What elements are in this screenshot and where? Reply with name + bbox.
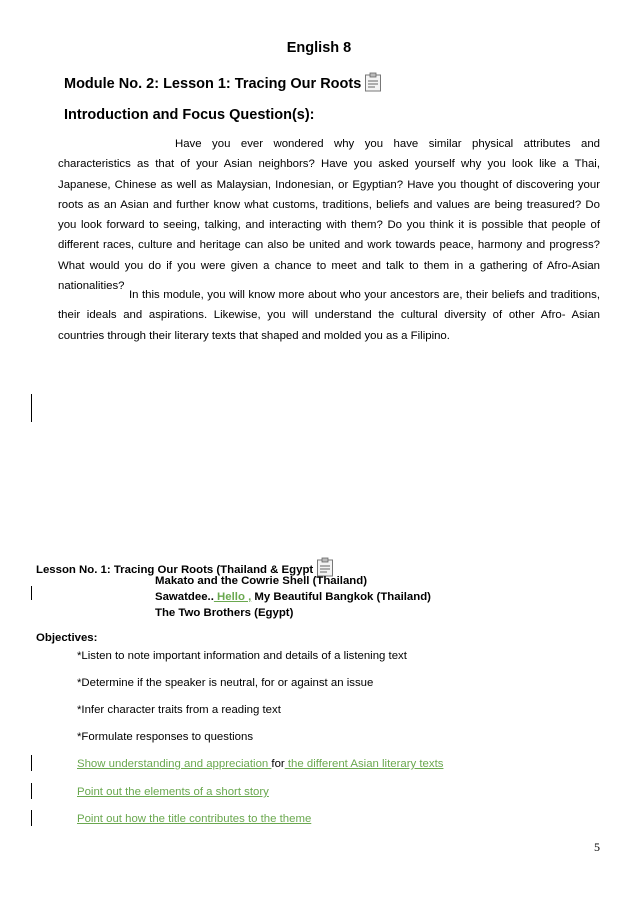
change-bar	[31, 755, 32, 771]
module-overview-text: In this module, you will know more about who your ancestors are, their beliefs and traditions, their ideals and aspirations. Likewise, you will understand the cultural diversity of other Afro- Asian countries through their literary texts that shaped and molded you as a Filipino.	[58, 289, 600, 342]
document-title: English 8	[286, 40, 352, 56]
change-bar	[31, 586, 32, 600]
module-heading-text: Module No. 2: Lesson 1: Tracing Our Roots	[64, 76, 362, 92]
objective-link-title-theme[interactable]: Point out how the title contributes to the theme	[77, 813, 312, 825]
lesson-text-makato: Makato and the Cowrie Shell (Thailand)	[155, 575, 368, 587]
change-bar	[31, 394, 32, 422]
objective-link-literary-texts[interactable]: the different Asian literary texts	[284, 758, 444, 770]
intro-heading: Introduction and Focus Question(s):	[64, 107, 315, 123]
intro-paragraph-text: Have you ever wondered why you have similar physical attributes and characteristics as that of your Asian neighbors? Have you asked yourself why you look like a Thai, Japanese, Chinese as well as Malaysian, Indonesian, or Egyptian? Have you thought of discovering your roots as an Asian and further know what customs, traditions, beliefs and values are being treasured? Do you look forward to seeing, talking, and interacting with them? Do you think it is possible that people of different races, culture and heritage can also be united and work towards peace, harmony and progress? What would you do if you were given a chance to meet and talk to them in a gathering of Afro-Asian nationalities?	[58, 138, 600, 293]
objective-link-short-story[interactable]: Point out the elements of a short story	[77, 786, 269, 798]
lesson-heading-text: Lesson No. 1: Tracing Our Roots (Thailand & Egypt	[36, 564, 314, 576]
objective-item: *Listen to note important information and details of a listening text	[77, 650, 407, 662]
clipboard-note-icon[interactable]	[316, 557, 334, 577]
lesson-text-two-brothers: The Two Brothers (Egypt)	[155, 607, 294, 619]
change-bar	[31, 810, 32, 826]
lesson-heading	[36, 557, 334, 577]
objective-item: *Infer character traits from a reading text	[77, 704, 281, 716]
change-bar	[31, 783, 32, 799]
objective-link-appreciation[interactable]: Show understanding and appreciation	[77, 758, 272, 770]
objective-item: *Determine if the speaker is neutral, for or against an issue	[77, 677, 374, 689]
module-overview-paragraph	[58, 285, 600, 346]
clipboard-note-icon[interactable]	[364, 72, 382, 92]
page-number: 5	[594, 840, 600, 854]
sawatdee-prefix: Sawatdee..	[155, 591, 214, 603]
sawatdee-hello-link[interactable]: Hello ,	[213, 591, 252, 603]
objective-item-appreciation	[77, 758, 443, 770]
objectives-heading: Objectives:	[36, 632, 98, 644]
sawatdee-suffix: My Beautiful Bangkok (Thailand)	[251, 591, 431, 603]
lesson-text-sawatdee	[155, 591, 431, 603]
module-heading	[64, 72, 382, 92]
objective-text-for: for	[271, 758, 285, 770]
objective-item: *Formulate responses to questions	[77, 731, 254, 743]
intro-paragraph	[58, 134, 600, 296]
